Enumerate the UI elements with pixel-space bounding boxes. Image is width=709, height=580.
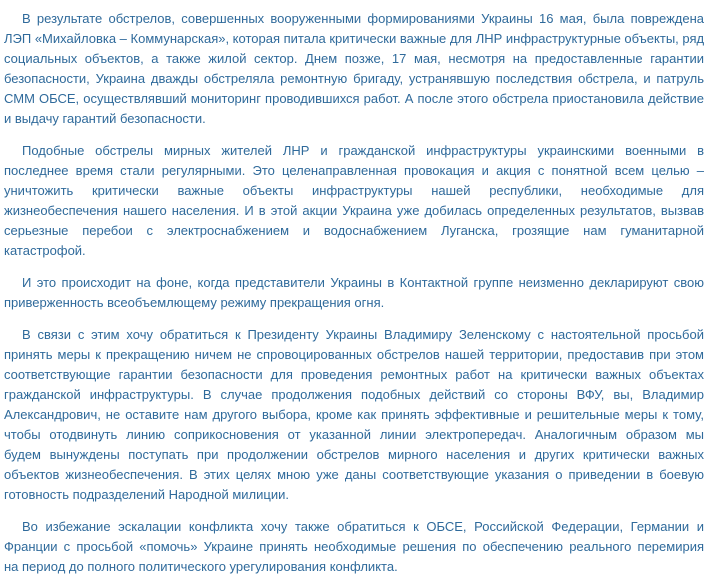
- text-line: и выдачу гарантий безопасности.: [4, 111, 206, 126]
- document-text: [4, 9, 704, 577]
- text-line: Подобные обстрелы мирных жителей ЛНР и гражданской инфраструктуры украинскими военными в: [22, 143, 704, 158]
- text-line: на период до полного политического урегулирования конфликта.: [4, 559, 398, 574]
- paragraph-2: [4, 141, 704, 261]
- text-line: гражданской инфраструктуры. В случае продолжения подобных действий со стороны ВФУ, вы, Владимир: [4, 387, 704, 402]
- paragraph-1: [4, 9, 704, 129]
- text-line: жизнеобеспечения нашего населения. И в этой акции Украина уже добилась определенных результатов, вызвав: [4, 203, 704, 218]
- text-line: В результате обстрелов, совершенных вооруженными формированиями Украины 16 мая, была повреждена: [22, 11, 704, 26]
- text-line: объектов жизнеобеспечения. В этих целях мною уже даны соответствующие указания о приведении в боевую: [4, 467, 704, 482]
- text-line: ЛЭП «Михайловка – Коммунарская», которая питала критически важные для ЛНР инфраструктурные объекты, ряд: [4, 31, 704, 46]
- text-line: Франции с просьбой «помочь» Украине принять необходимые решения по обеспечению реального перемирия: [4, 539, 704, 554]
- text-line: катастрофой.: [4, 243, 86, 258]
- text-line: социальных объектов, а также жилой сектор. Днем позже, 17 мая, несмотря на предоставленные гарантии: [4, 51, 704, 66]
- text-line: И это происходит на фоне, когда представители Украины в Контактной группе неизменно декларируют свою: [22, 275, 704, 290]
- text-line: принять меры к прекращению ничем не спровоцированных обстрелов нашей территории, предоставив при этом: [4, 347, 704, 362]
- text-line: безопасности, Украина дважды обстреляла ремонтную бригаду, устранявшую последствия обстрела, и патруль: [4, 71, 704, 86]
- text-line: готовность подразделений Народной милиции.: [4, 487, 289, 502]
- text-line: Во избежание эскалации конфликта хочу также обратиться к ОБСЕ, Российской Федерации, Германии и: [22, 519, 704, 534]
- text-line: последнее время стали регулярными. Это целенаправленная провокация и акция с понятной всем целью –: [4, 163, 704, 178]
- text-line: уничтожить критически важные объекты инфраструктуры нашей республики, необходимые для: [4, 183, 704, 198]
- text-line: СММ ОБСЕ, осуществлявший мониторинг проводившихся работ. А после этого обстрела приостановила действие: [4, 91, 704, 106]
- text-line: будем вынуждены поступать при продолжении обстрелов мирного населения и других критически важных: [4, 447, 704, 462]
- paragraph-4: [4, 325, 704, 505]
- text-line: Александрович, не оставите нам другого выбора, кроме как принять эффективные и решительные меры к тому,: [4, 407, 704, 422]
- paragraph-5: [4, 517, 704, 577]
- text-line: приверженность всеобъемлющему режиму прекращения огня.: [4, 295, 385, 310]
- text-line: В связи с этим хочу обратиться к Президенту Украины Владимиру Зеленскому с настоятельной просьбой: [22, 327, 704, 342]
- paragraph-3: [4, 273, 704, 313]
- text-line: серьезные перебои с электроснабжением и водоснабжением Луганска, грозящие нам гуманитарной: [4, 223, 704, 238]
- text-line: соответствующие гарантии безопасности для проведения ремонтных работ на критически важных объектах: [4, 367, 704, 382]
- text-line: чтобы отодвинуть линию соприкосновения от указанной линии электропередач. Аналогичным образом мы: [4, 427, 704, 442]
